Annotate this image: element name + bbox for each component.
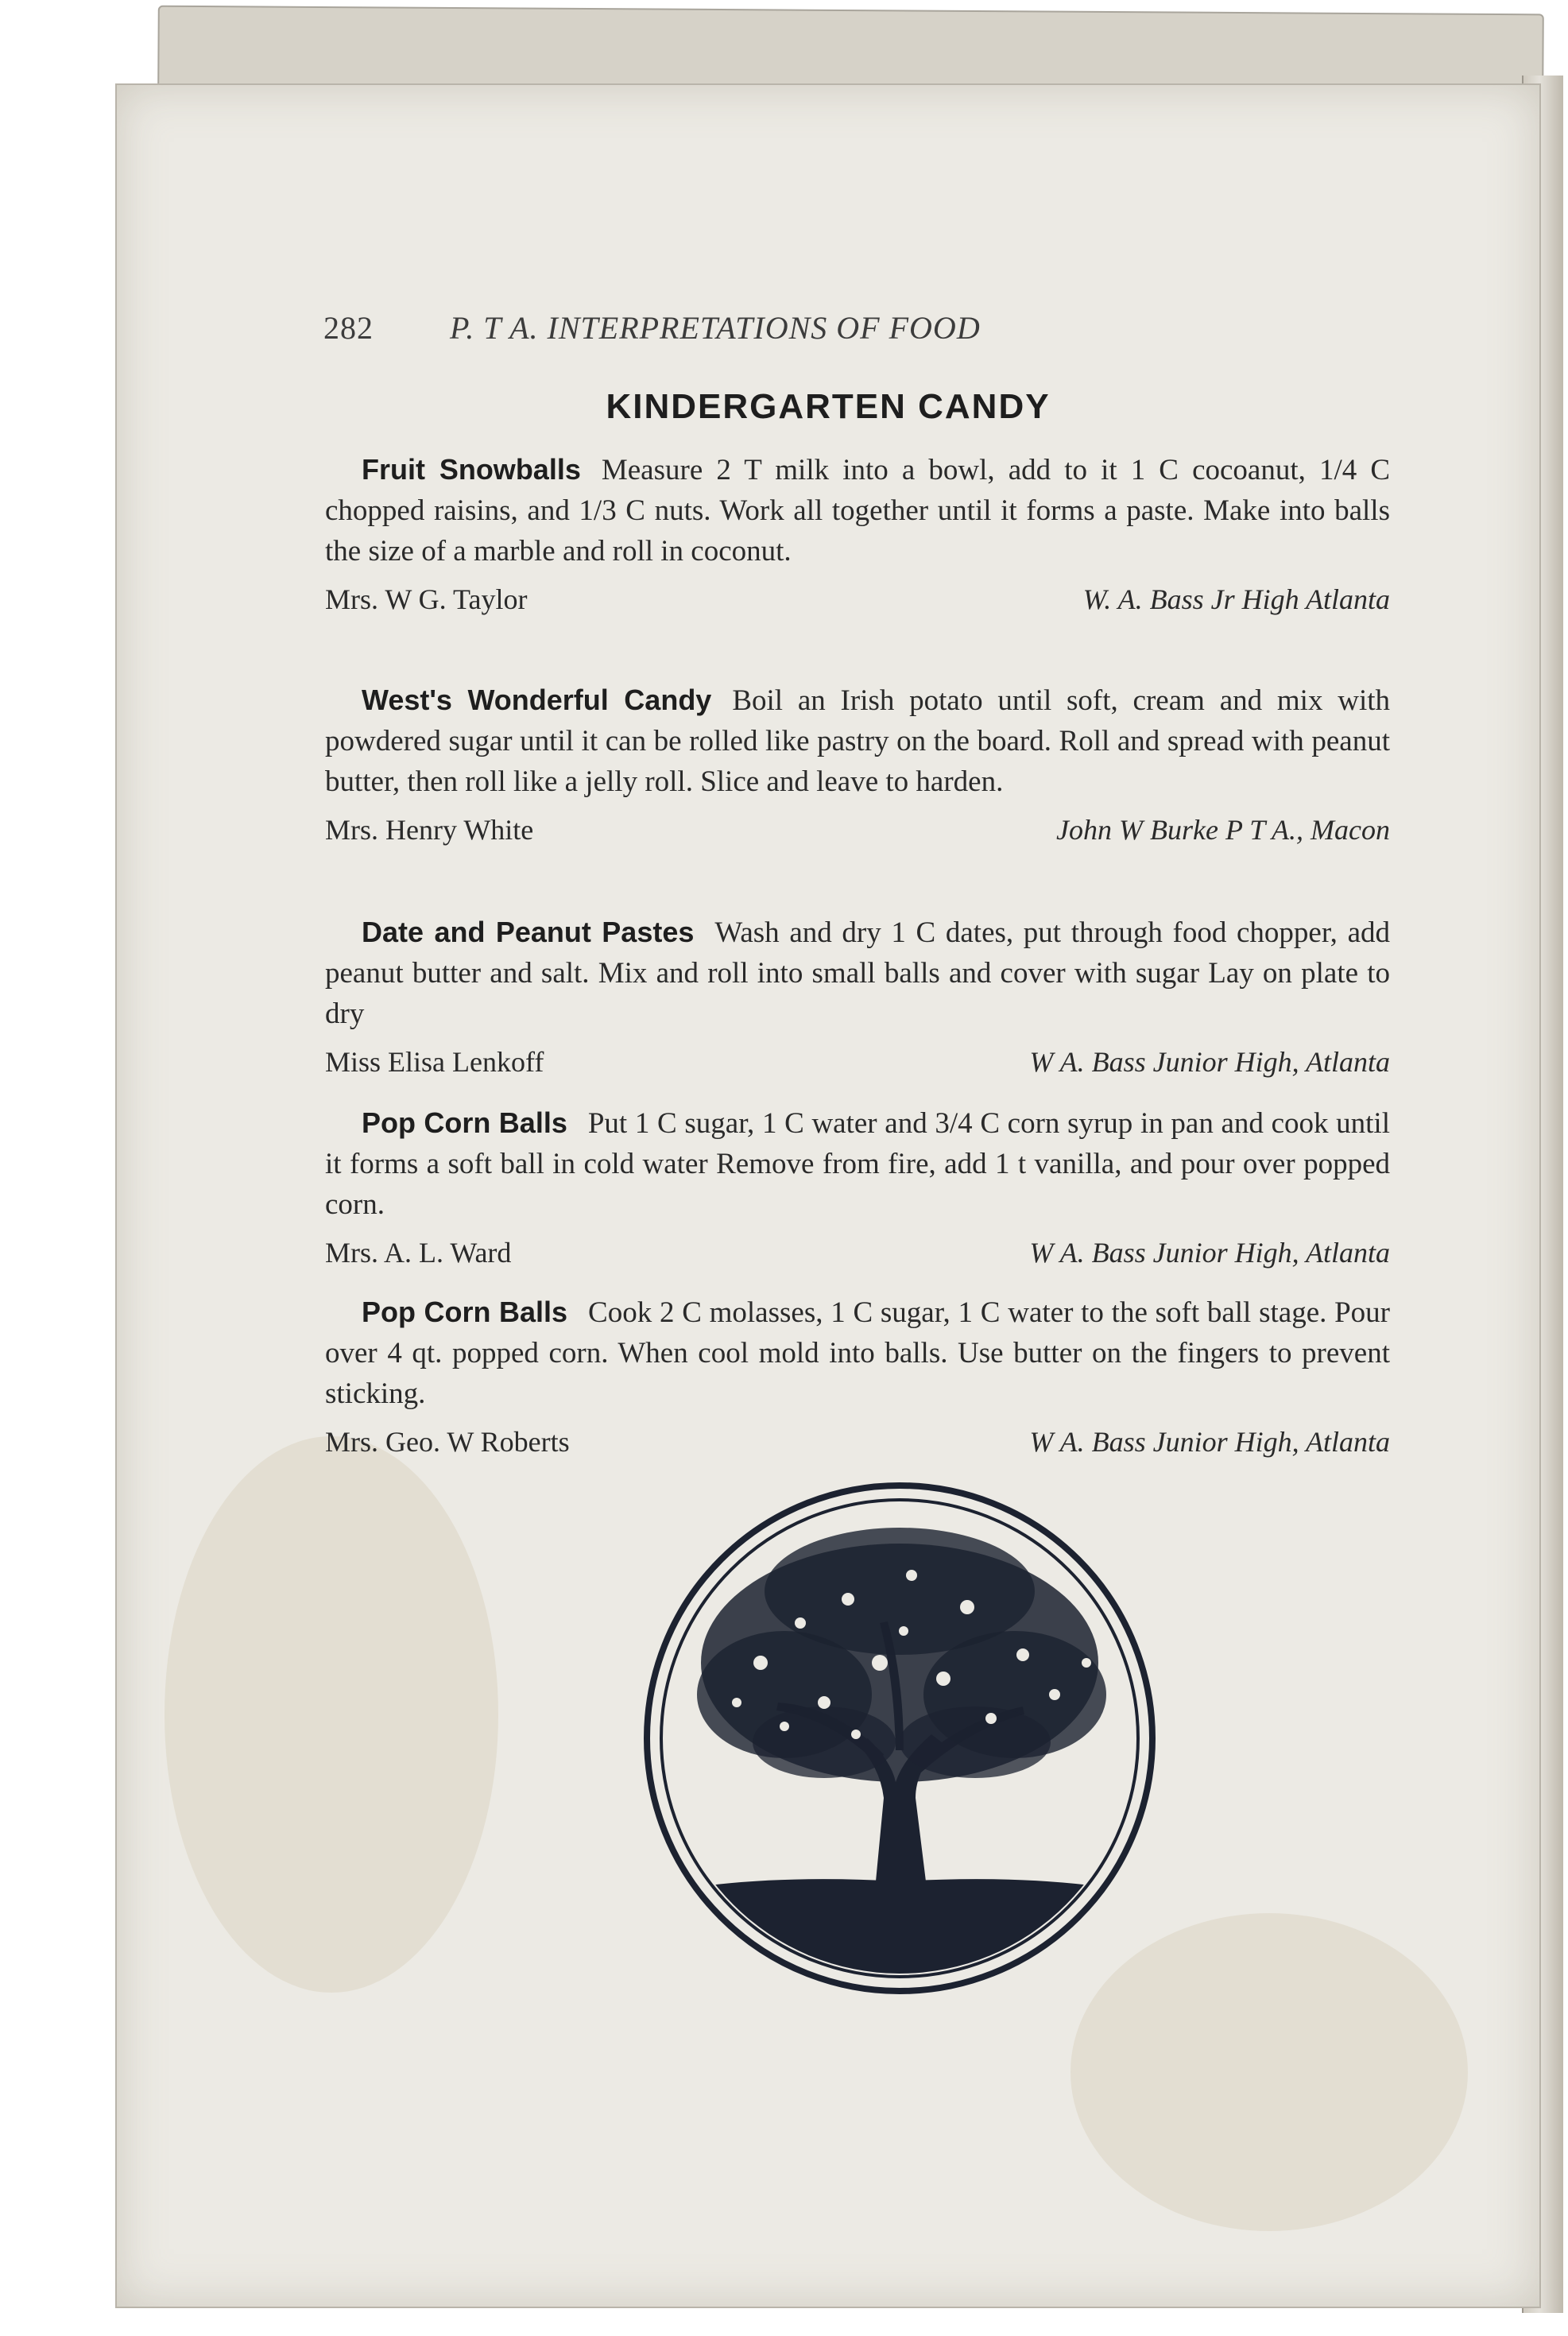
recipe-pop-corn-balls-2 xyxy=(325,1292,1390,1460)
recipe-contributor: Mrs. W G. Taylor xyxy=(325,583,528,615)
recipe-name: Date and Peanut Pastes xyxy=(362,916,695,948)
recipe-name: West's Wonderful Candy xyxy=(362,684,712,716)
section-title: KINDERGARTEN CANDY xyxy=(606,387,1051,426)
recipe-text: Measure 2 T milk into a bowl, add to it 1 C cocoanut, 1/4 C chopped raisins, and 1/3 C nuts. Work all together until it forms a paste. Make into balls the size of a marble and roll in coconut. xyxy=(325,454,1391,568)
recipe-text: Cook 2 C molasses, 1 C sugar, 1 C water to the soft ball stage. Pour over 4 qt. popped corn. When cool mold into balls. Use butter on the fingers to prevent sticking. xyxy=(325,1296,1391,1410)
recipe-school: W A. Bass Junior High, Atlanta xyxy=(1029,1426,1390,1458)
recipe-school: W. A. Bass Jr High Atlanta xyxy=(1082,583,1390,615)
running-title: P. T A. INTERPRETATIONS OF FOOD xyxy=(450,310,981,346)
recipe-contributor: Miss Elisa Lenkoff xyxy=(325,1046,544,1078)
paper-stain xyxy=(165,1436,498,1993)
recipe-contributor: Mrs. Geo. W Roberts xyxy=(325,1426,570,1458)
recipe-pop-corn-balls-1 xyxy=(325,1102,1390,1271)
recipe-fruit-snowballs xyxy=(325,449,1390,618)
page-number: 282 xyxy=(323,310,374,346)
recipe-school: John W Burke P T A., Macon xyxy=(1056,814,1390,846)
recipe-school: W A. Bass Junior High, Atlanta xyxy=(1029,1046,1390,1078)
recipe-name: Pop Corn Balls xyxy=(362,1106,567,1139)
recipe-contributor: Mrs. Henry White xyxy=(325,814,534,846)
book-page xyxy=(115,83,1541,2308)
recipe-text: Put 1 C sugar, 1 C water and 3/4 C corn syrup in pan and cook until it forms a soft ball in cold water Remove from fire, add 1 t vanilla, and pour over popped corn. xyxy=(325,1107,1390,1221)
recipe-contributor: Mrs. A. L. Ward xyxy=(325,1237,512,1269)
recipe-wests-wonderful-candy xyxy=(325,680,1390,848)
recipe-name: Fruit Snowballs xyxy=(362,453,581,486)
tree-emblem-icon xyxy=(641,1480,1158,1997)
recipe-text: Boil an Irish potato until soft, cream and mix with powdered sugar until it can be rolled like pastry on the board. Roll and spread with peanut butter, then roll like a jelly roll. Slice and leave to harden. xyxy=(325,684,1391,798)
recipe-text: Wash and dry 1 C dates, put through food chopper, add peanut butter and salt. Mix and roll into small balls and cover with sugar Lay on plate to dry xyxy=(325,916,1390,1030)
recipe-date-peanut-pastes xyxy=(325,912,1390,1080)
running-header xyxy=(323,309,1357,347)
recipe-school: W A. Bass Junior High, Atlanta xyxy=(1029,1237,1390,1269)
recipe-name: Pop Corn Balls xyxy=(362,1296,568,1328)
